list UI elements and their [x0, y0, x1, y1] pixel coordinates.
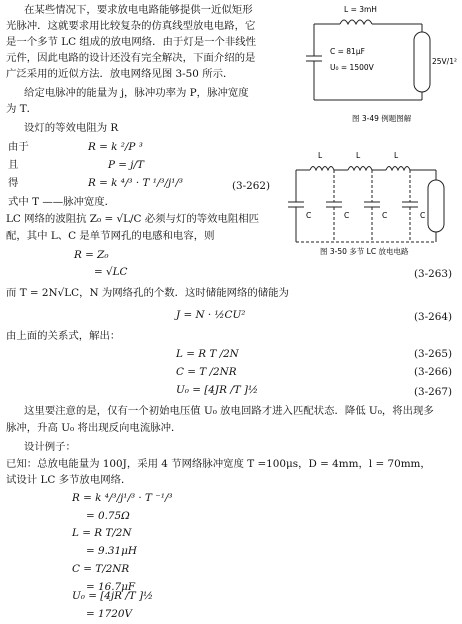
equation-number: (3-263)	[414, 268, 453, 280]
paragraph-line: 光脉冲．这就要求用比较复杂的仿真线型放电电路，它	[6, 20, 256, 32]
equation: J = N · ½CU²	[176, 309, 246, 321]
equation: U₀ = [4JR /T ]½	[176, 384, 259, 396]
equation: L = R T /2N	[176, 348, 239, 360]
equation: C = T /2NR	[176, 366, 237, 378]
calc-line: = 16.7μF	[86, 581, 136, 593]
inductor-label: L	[394, 151, 399, 160]
equation-number: (3-262)	[232, 180, 271, 192]
figure-3-50-circuit	[284, 140, 460, 256]
label-text: 且	[8, 159, 19, 171]
capacitor-label: C	[306, 211, 312, 220]
paragraph-line: 由上面的关系式，解出：	[6, 330, 121, 342]
calc-line: = 9.31μH	[86, 545, 137, 557]
paragraph-line: 已知：总放电能量为 100J，采用 4 节网络脉冲宽度 T =100μs，D = 4mm，l = 70mm，	[6, 458, 431, 470]
calc-line: = 1720V	[86, 608, 132, 620]
equation-number: (3-264)	[414, 311, 453, 323]
paragraph-line: 这里要注意的是，仅有一个初始电压值 U₀ 放电回路才进入匹配状态．降低 U₀，将出现多	[24, 405, 434, 417]
equation: = √LC	[94, 266, 128, 278]
inductor-label: L	[356, 151, 361, 160]
calc-line: R = k ⁴/³/j¹/³ · T ⁻¹/³	[72, 492, 173, 504]
paragraph-line: 试设计 LC 多节放电网络．	[6, 474, 132, 486]
label-text: 由于	[8, 141, 29, 153]
capacitor-label: C	[382, 211, 388, 220]
section-title: 设计例子：	[24, 441, 76, 453]
equation-number: (3-266)	[414, 366, 453, 378]
capacitor-label: C = 81μF	[330, 47, 365, 56]
calc-line: L = R T/2N	[72, 527, 132, 539]
equation-number: (3-267)	[414, 386, 453, 398]
paragraph-line: 为 T．	[6, 103, 38, 115]
paragraph-line: 设灯的等效电阻为 R	[24, 122, 119, 134]
paragraph-line: 广泛采用的近似方法．放电网络见图 3-50 所示．	[6, 68, 234, 80]
paragraph-line: 元件，因此电路的设计还没有完全解决，下面介绍的是	[6, 52, 256, 64]
paragraph-line: 式中 T ——脉冲宽度．	[8, 196, 116, 208]
calc-line: = 0.75Ω	[86, 510, 130, 522]
inductor-label: L	[318, 151, 323, 160]
equation-number: (3-265)	[414, 348, 453, 360]
equation: P = j/T	[108, 159, 144, 171]
inductor-label: L = 3mH	[344, 5, 377, 14]
capacitor-label: C	[420, 211, 426, 220]
paragraph-line: 在某些情况下，要求放电电路能够提供一近似矩形	[24, 4, 253, 16]
paragraph-line: LC 网络的波阻抗 Z₀ = √L/C 必须与灯的等效电阻相匹	[6, 213, 260, 225]
lamp-label: 25V/1²	[432, 57, 457, 66]
paragraph-line: 而 T = 2N√LC，N 为网络孔的个数．这时储能网络的储能为	[6, 287, 289, 299]
capacitor-label: C	[344, 211, 350, 220]
label-text: 得	[8, 177, 19, 189]
equation: R = k ⁴/³ · T ¹/³/j¹/³	[88, 177, 184, 189]
voltage-label: U₀ = 1500V	[330, 63, 374, 72]
calc-line: C = T/2NR	[72, 563, 130, 575]
equation: R = k ²/P ³	[88, 141, 143, 153]
calc-line: U₀ = [4jR /T ]½	[72, 590, 154, 602]
equation: R = Z₀	[74, 249, 109, 261]
paragraph-line: 给定电脉冲的能量为 j，脉冲功率为 P，脉冲宽度	[24, 87, 249, 99]
paragraph-line: 配，其中 L、C 是单节网孔的电感和电容，则	[6, 230, 215, 242]
figure-3-49-circuit	[300, 2, 460, 124]
figure-caption: 图 3-49 例题图解	[352, 114, 412, 123]
paragraph-line: 脉冲，升高 U₀ 将出现反向电流脉冲．	[6, 422, 182, 434]
paragraph-line: 是一个多节 LC 组成的放电网络．由于灯是一个非线性	[6, 36, 257, 48]
figure-caption: 图 3-50 多节 LC 放电电路	[320, 247, 409, 256]
